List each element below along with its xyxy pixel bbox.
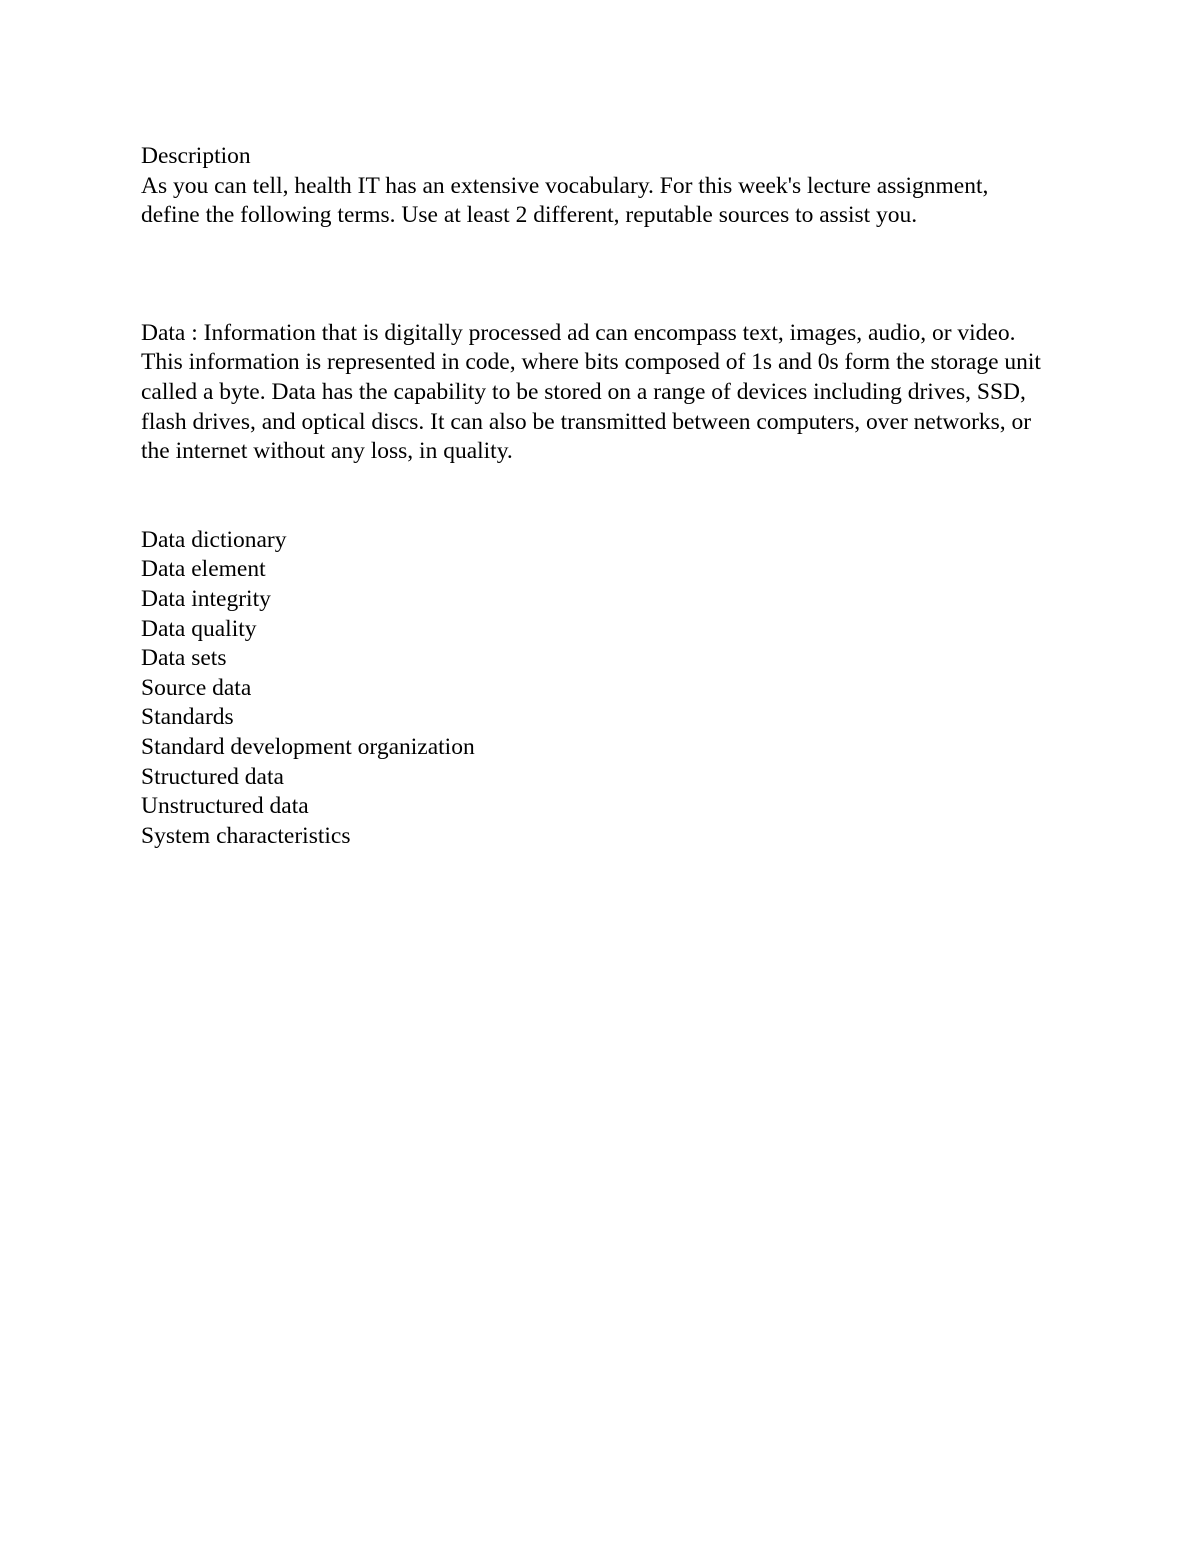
intro-paragraph: As you can tell, health IT has an extensive vocabulary. For this week's lecture assignment, define the following terms. Use at least 2 different, reputable sources to assist you. (141, 172, 989, 229)
term-item: Structured data (141, 763, 284, 790)
term-item: Unstructured data (141, 793, 309, 820)
term-item: Standard development organization (141, 733, 475, 760)
terms-list (141, 526, 1051, 852)
term-item: Data dictionary (141, 526, 287, 553)
term-item: Source data (141, 674, 252, 701)
term-item: Standards (141, 704, 234, 731)
document-body (141, 142, 1051, 851)
term-item: System characteristics (141, 822, 351, 849)
term-item: Data element (141, 556, 266, 583)
term-item: Data sets (141, 645, 227, 672)
data-definition-paragraph: Data : Information that is digitally processed ad can encompass text, images, audio, or video. This information is represented in code, where bits composed of 1s and 0s form the storage unit called a byte. Data has the capability to be stored on a range of devices including drives, SSD, flash drives, and optical discs. It can also be transmitted between computers, over networks, or the internet without any loss, in quality. (141, 319, 1041, 465)
term-item: Data quality (141, 615, 257, 642)
description-heading: Description (141, 143, 251, 169)
term-item: Data integrity (141, 585, 271, 612)
